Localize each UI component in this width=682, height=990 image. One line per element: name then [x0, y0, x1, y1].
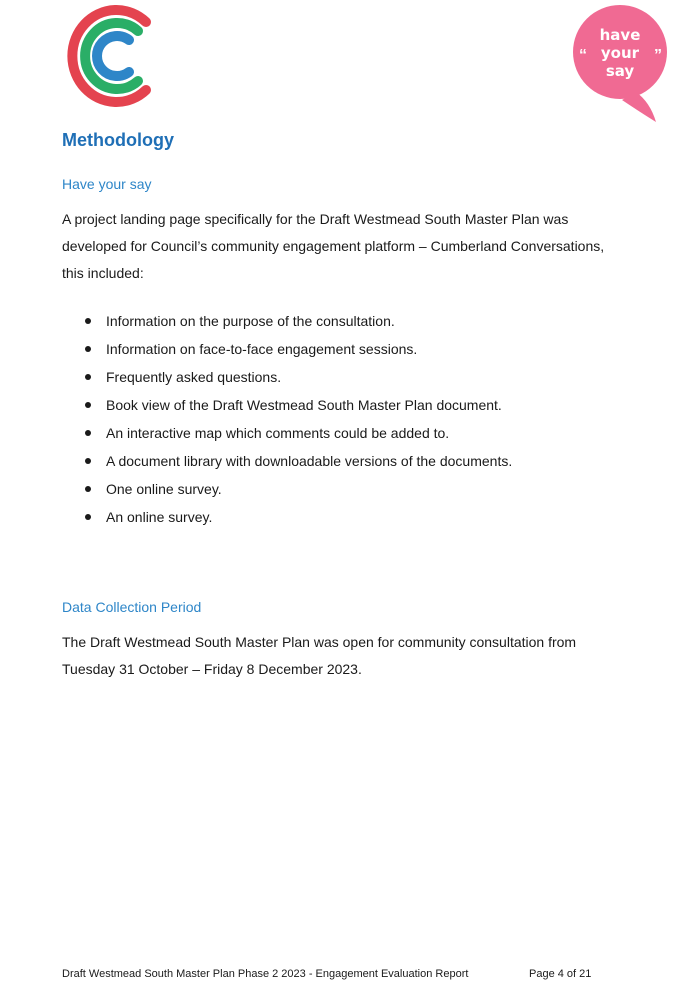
- bullet-icon: [85, 430, 91, 436]
- list-item: [84, 448, 512, 476]
- list-item-text: An online survey.: [106, 509, 213, 525]
- list-item: [84, 504, 512, 532]
- logo-text-say: say: [605, 62, 635, 80]
- section-heading-data-collection: Data Collection Period: [62, 599, 202, 615]
- list-item: [84, 392, 512, 420]
- page-title: Methodology: [62, 130, 174, 150]
- bullet-icon: [85, 374, 91, 380]
- list-item: [84, 336, 512, 364]
- list-item: [84, 476, 512, 504]
- logo-text-have: have: [599, 26, 641, 44]
- svg-text:“: “: [579, 47, 587, 64]
- cumberland-logo-icon: [66, 4, 158, 108]
- bullet-icon: [85, 346, 91, 352]
- included-items-list: [84, 308, 512, 532]
- list-item-text: An interactive map which comments could be added to.: [106, 425, 450, 441]
- bullet-icon: [85, 458, 91, 464]
- list-item-text: Information on the purpose of the consultation.: [106, 313, 395, 329]
- footer-report-title: Draft Westmead South Master Plan Phase 2 2023 - Engagement Evaluation Report: [62, 968, 469, 980]
- logo-text-your: your: [600, 44, 640, 62]
- bullet-icon: [85, 402, 91, 408]
- have-your-say-logo-icon: [572, 4, 672, 126]
- list-item-text: Book view of the Draft Westmead South Master Plan document.: [106, 397, 502, 413]
- list-item: [84, 308, 512, 336]
- bullet-icon: [85, 318, 91, 324]
- bullet-icon: [85, 514, 91, 520]
- footer-page-number: Page 4 of 21: [529, 968, 592, 980]
- list-item: [84, 420, 512, 448]
- list-item-text: One online survey.: [106, 481, 222, 497]
- list-item: [84, 364, 512, 392]
- section-heading-have-your-say: Have your say: [62, 176, 152, 192]
- list-item-text: Information on face-to-face engagement sessions.: [106, 341, 418, 357]
- bullet-icon: [85, 486, 91, 492]
- list-item-text: A document library with downloadable versions of the documents.: [106, 453, 513, 469]
- svg-text:”: ”: [654, 47, 662, 64]
- list-item-text: Frequently asked questions.: [106, 369, 282, 385]
- section-paragraph-have-your-say: A project landing page specifically for the Draft Westmead South Master Plan was developed for Council’s community engagement platform – Cumberland Conversations, this included:: [62, 211, 605, 281]
- section-paragraph-data-collection: The Draft Westmead South Master Plan was open for community consultation from Tuesday 31 October – Friday 8 December 2023.: [62, 634, 577, 677]
